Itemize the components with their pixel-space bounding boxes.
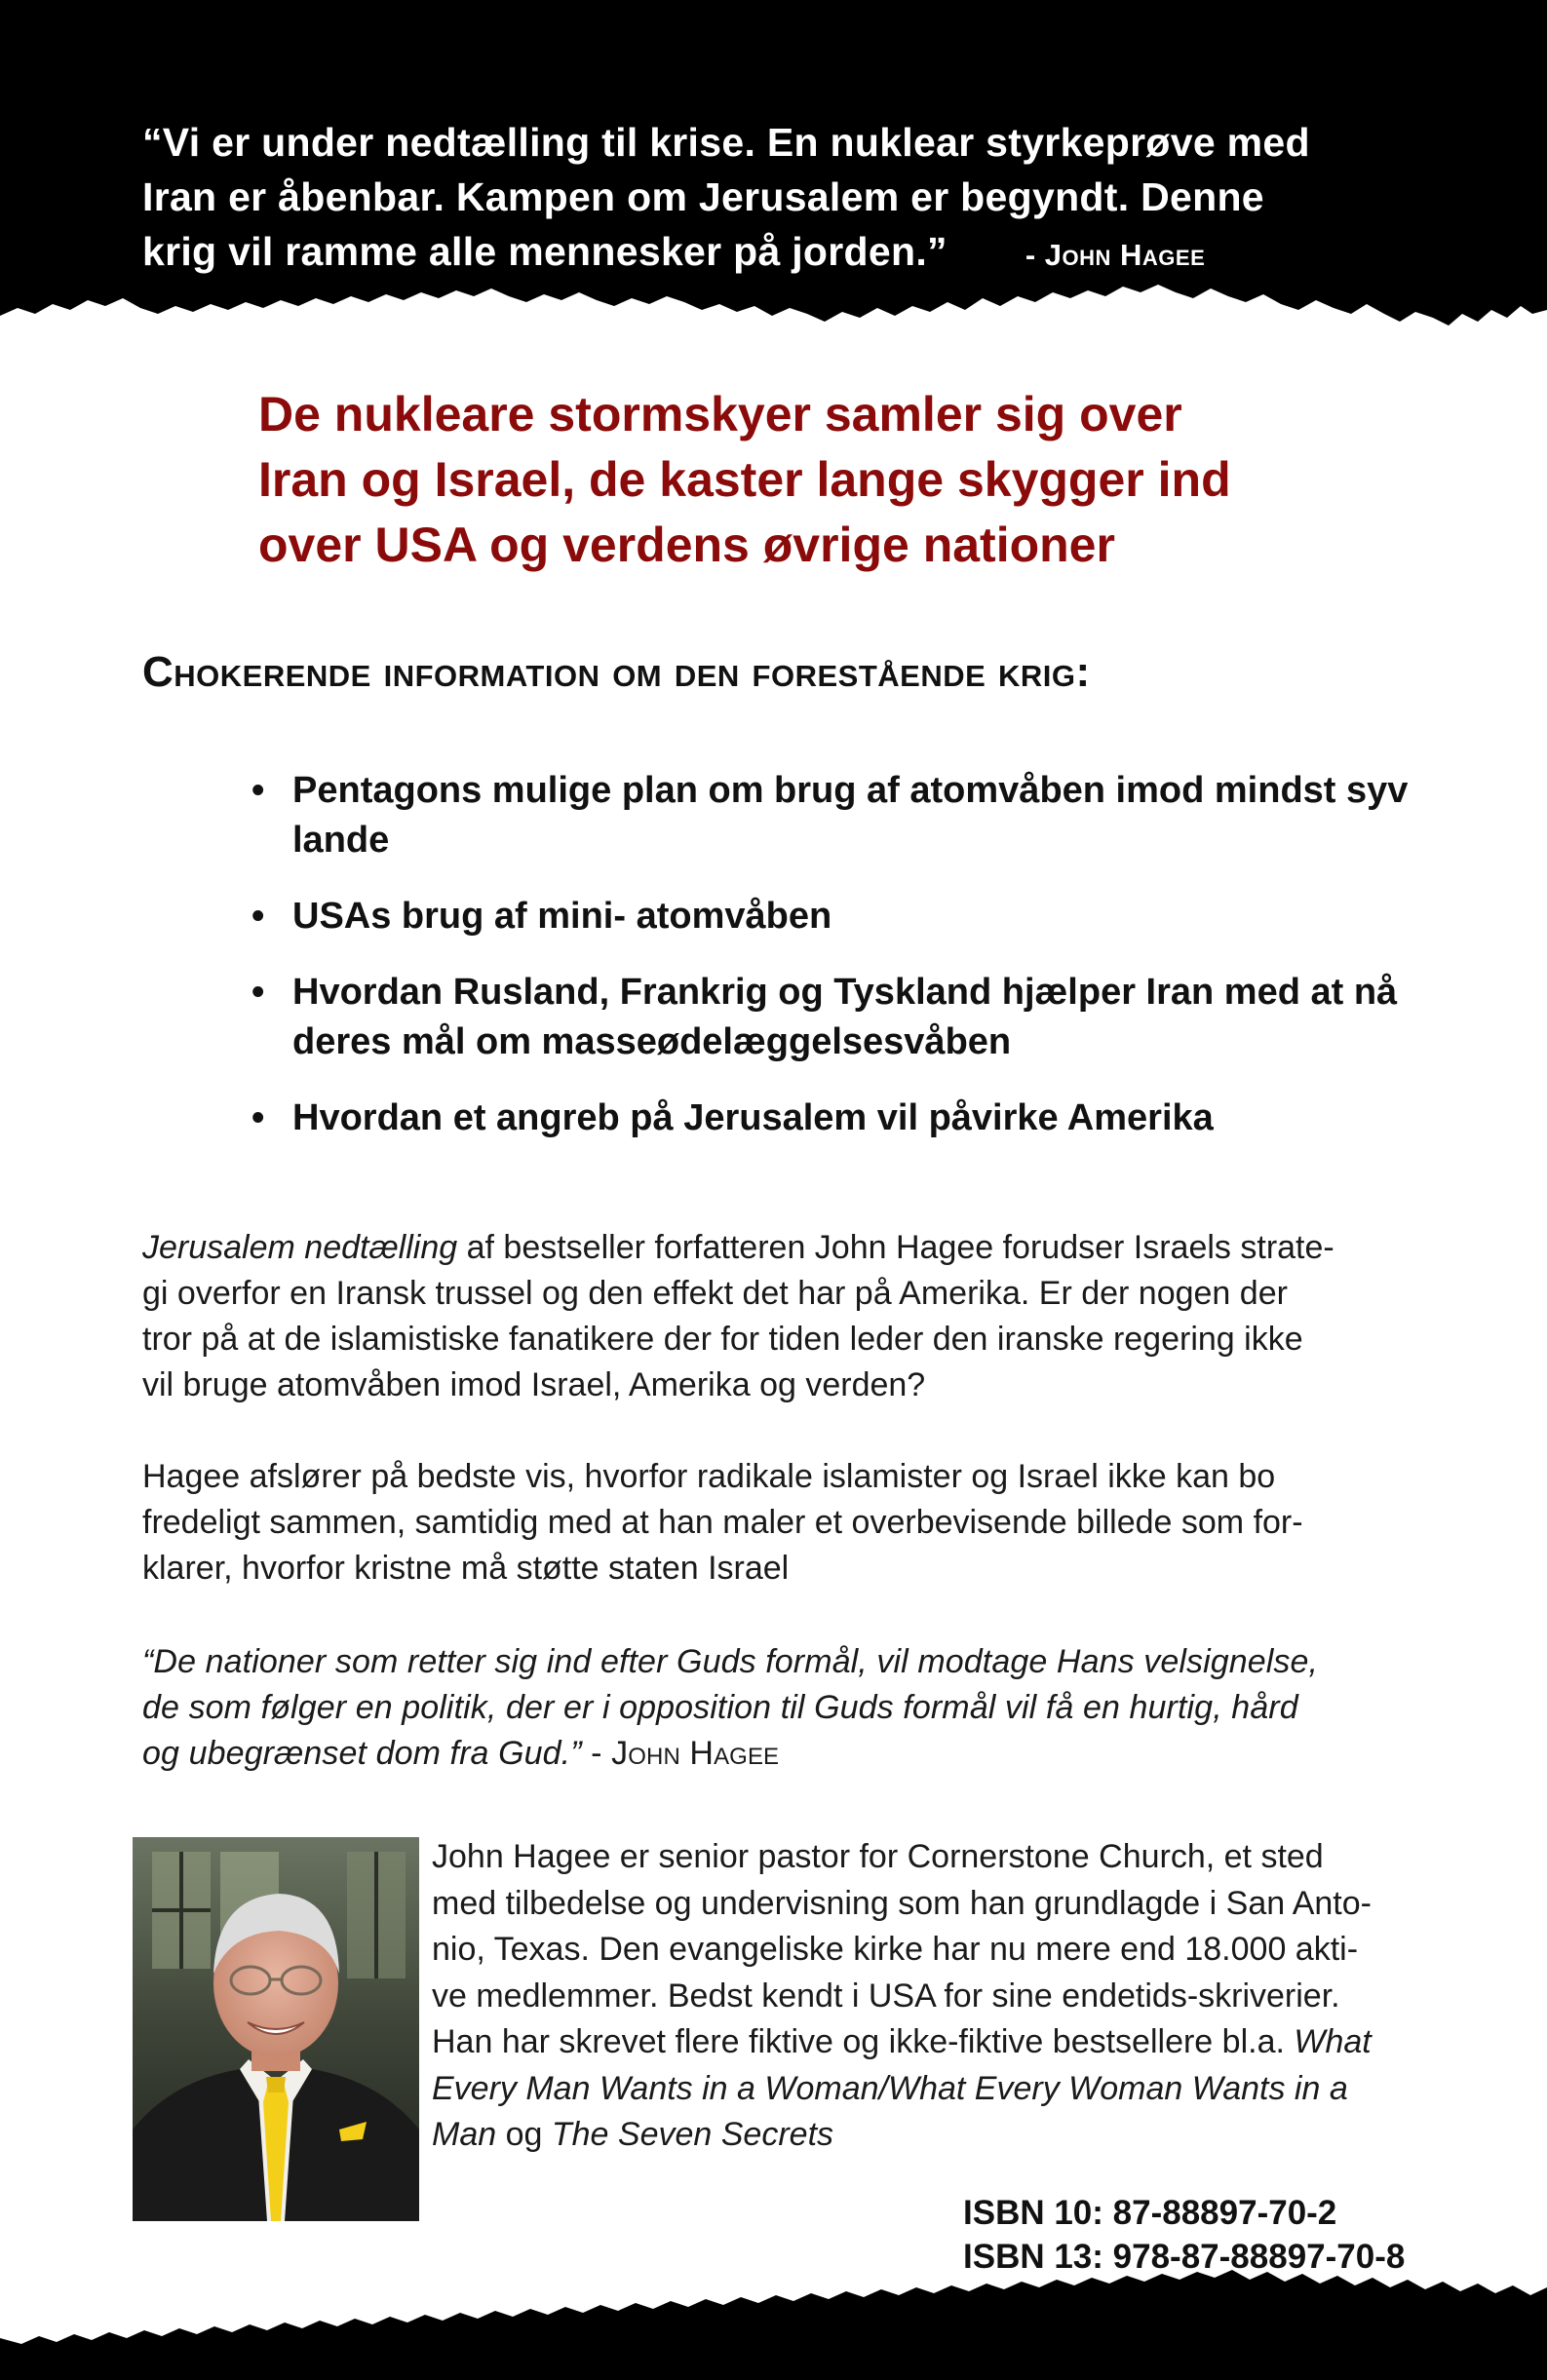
headline — [258, 382, 1448, 578]
author-portrait-image — [133, 1837, 419, 2221]
bio-line: med tilbedelse og undervisning som han grundlagde i San Anto- — [432, 1884, 1372, 1922]
quote-line-text: og ubegrænset dom fra Gud.” — [142, 1735, 582, 1772]
top-quote-line-1: “Vi er under nedtælling til krise. En nuklear styrkeprøve med — [142, 120, 1310, 165]
bullet-item-line: lande — [292, 820, 390, 861]
book-title: Jerusalem nedtælling — [142, 1229, 458, 1266]
bullet-dot-icon: • — [251, 1097, 265, 1138]
quote-attribution: - John Hagee — [581, 1735, 780, 1772]
author-bio — [432, 1834, 1533, 2159]
bullet-item-line: USAs brug af mini- atomvåben — [292, 896, 832, 937]
quote-line: de som følger en politik, der er i opposition til Guds formål vil få en hurtig, hård — [142, 1689, 1298, 1726]
isbn-13: ISBN 13: 978-87-88897-70-8 — [963, 2238, 1406, 2276]
description-paragraph-2 — [142, 1454, 1527, 1592]
hagee-quote — [142, 1639, 1527, 1777]
bullet-dot-icon: • — [251, 770, 265, 811]
paragraph-text: af bestseller forfatteren John Hagee forudser Israels strate- — [457, 1229, 1334, 1266]
bio-book-title: The Seven Secrets — [551, 2116, 834, 2153]
quote-line: “De nationer som retter sig ind efter Guds formål, vil modtage Hans velsignelse, — [142, 1643, 1319, 1680]
paragraph-line: gi overfor en Iransk trussel og den effekt det har på Amerika. Er der nogen der — [142, 1275, 1288, 1312]
bullet-item — [251, 968, 1519, 1067]
isbn-block — [963, 2191, 1509, 2279]
bullet-item-line: Hvordan Rusland, Frankrig og Tyskland hjælper Iran med at nå — [292, 972, 1398, 1013]
author-photo — [133, 1837, 419, 2221]
bio-book-title: Man — [432, 2116, 497, 2153]
bio-line: nio, Texas. Den evangeliske kirke har nu mere end 18.000 akti- — [432, 1931, 1359, 1968]
bullet-item-line: deres mål om masseødelæggelsesvåben — [292, 1021, 1012, 1062]
headline-line-1: De nukleare stormskyer samler sig over — [258, 387, 1182, 441]
paragraph-line — [142, 1225, 1527, 1271]
bullet-item — [251, 1094, 1519, 1143]
paragraph-line: vil bruge atomvåben imod Israel, Amerika og verden? — [142, 1366, 926, 1403]
paragraph-line: fredeligt sammen, samtidig med at han maler et overbevisende billede som for- — [142, 1504, 1303, 1541]
bio-line — [432, 2112, 1533, 2159]
bio-line: John Hagee er senior pastor for Cornerstone Church, et sted — [432, 1838, 1324, 1875]
headline-line-3: over USA og verdens øvrige nationer — [258, 518, 1115, 572]
bullet-dot-icon: • — [251, 972, 265, 1013]
bio-book-title: Every Man Wants in a Woman/What Every Woman Wants in a — [432, 2069, 1348, 2107]
bottom-torn-band — [0, 2266, 1547, 2380]
bio-book-title: What — [1294, 2023, 1372, 2060]
bio-line — [432, 2066, 1533, 2113]
top-quote-line-2: Iran er åbenbar. Kampen om Jerusalem er begyndt. Denne — [142, 174, 1264, 219]
bullet-item-line: Hvordan et angreb på Jerusalem vil påvirke Amerika — [292, 1097, 1214, 1138]
paragraph-line: Hagee afslører på bedste vis, hvorfor radikale islamister og Israel ikke kan bo — [142, 1458, 1276, 1495]
bullet-item — [251, 766, 1519, 865]
bio-line — [432, 2019, 1533, 2066]
headline-line-2: Iran og Israel, de kaster lange skygger ind — [258, 452, 1231, 507]
top-quote-line-3-text: krig vil ramme alle mennesker på jorden.” — [142, 229, 948, 274]
quote-line — [142, 1731, 1527, 1777]
top-quote-line-3 — [142, 224, 1439, 283]
description-paragraph-1 — [142, 1225, 1527, 1408]
bio-text: og — [496, 2116, 552, 2153]
paragraph-line: tror på at de islamistiske fanatikere der for tiden leder den iranske regering ikke — [142, 1321, 1303, 1358]
top-quote — [142, 115, 1439, 283]
top-quote-attribution: - John Hagee — [1025, 238, 1206, 272]
bio-line: ve medlemmer. Bedst kendt i USA for sine endetids-skriverier. — [432, 1977, 1340, 2015]
isbn-10: ISBN 10: 87-88897-70-2 — [963, 2194, 1337, 2232]
bio-text: Han har skrevet flere fiktive og ikke-fiktive bestsellere bl.a. — [432, 2023, 1295, 2060]
bullet-item — [251, 892, 1519, 941]
bullet-item-line: Pentagons mulige plan om brug af atomvåben imod mindst syv — [292, 770, 1409, 811]
section-heading: Chokerende information om den forestående krig: — [142, 648, 1091, 696]
bullet-list — [251, 766, 1519, 1170]
bullet-dot-icon: • — [251, 896, 265, 937]
paragraph-line: klarer, hvorfor kristne må støtte staten Israel — [142, 1550, 790, 1587]
